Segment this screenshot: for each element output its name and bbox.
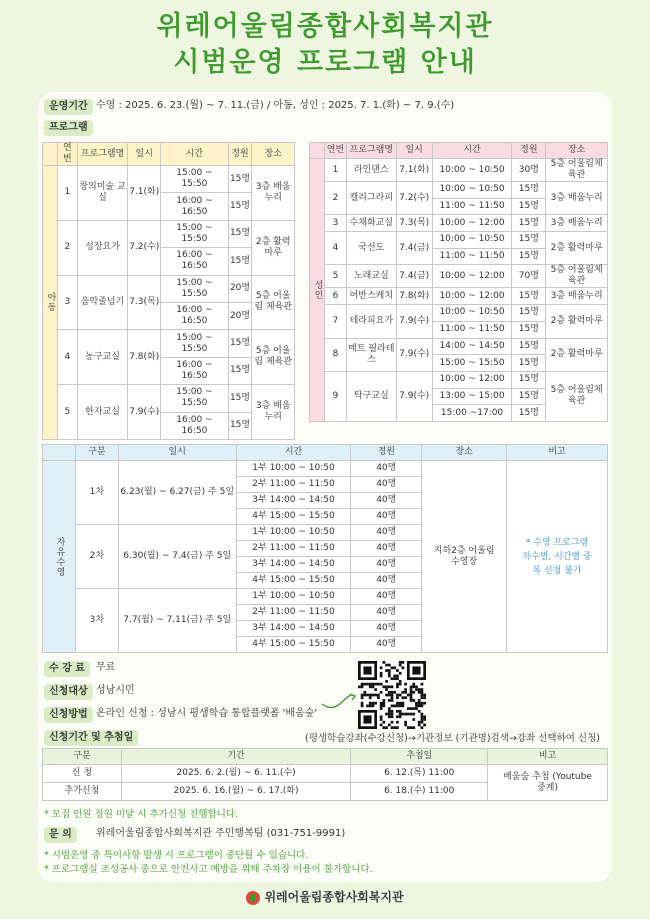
table-cell: 15명 xyxy=(512,182,546,199)
table-cell: 4부 15:00 ~ 15:50 xyxy=(236,637,351,653)
table-cell: 7.8(화) xyxy=(128,330,161,385)
table-cell: 7.7(월) ~ 7.11(금) 주 5일 xyxy=(118,589,236,653)
program-name: 캘리그라피 xyxy=(346,182,396,215)
table-cell: 7.9(수) xyxy=(396,305,432,338)
table-cell: 15명 xyxy=(228,357,252,384)
table-cell: 20명 xyxy=(228,302,252,329)
table-cell: 11:00 ~ 11:50 xyxy=(432,248,512,265)
program-name: 국선도 xyxy=(346,232,396,265)
table-cell: 40명 xyxy=(351,605,422,621)
program-name: 매트 필라테스 xyxy=(346,338,396,371)
header-cell: 비고 xyxy=(507,445,608,461)
table-cell: 15명 xyxy=(228,193,252,220)
table-cell: 5 xyxy=(324,265,346,288)
header-cell: 기간 xyxy=(121,749,351,765)
table-cell: 3부 14:00 ~ 14:50 xyxy=(236,557,351,573)
table-cell: 추가신청 xyxy=(43,783,122,801)
header-cell: 시간 xyxy=(236,445,351,461)
table-cell: 2 xyxy=(324,182,346,215)
table-cell: 배움숲 추첨 (Youtube 중계) xyxy=(488,765,608,801)
table-cell: 15:00 ~ 15:50 xyxy=(161,385,228,412)
application-period-table xyxy=(42,748,608,801)
table-cell: 6.23(월) ~ 6.27(금) 주 5일 xyxy=(118,461,236,525)
adults-side-label: 성인 xyxy=(310,159,325,422)
table-cell: 3차 xyxy=(75,589,118,653)
method-tag: 신청방법 xyxy=(44,707,93,723)
table-cell: 15명 xyxy=(512,288,546,305)
header-cell: 시간 xyxy=(161,143,228,166)
table-cell: 40명 xyxy=(351,477,422,493)
table-cell: 16:00 ~ 16:50 xyxy=(161,357,228,384)
kids-program-table xyxy=(42,142,295,440)
table-cell: 15명 xyxy=(512,321,546,338)
table-cell: 16:00 ~ 16:50 xyxy=(161,302,228,329)
table-cell: 13:00 ~ 15:00 xyxy=(432,388,512,405)
table-cell: 20명 xyxy=(228,275,252,302)
target-tag: 신청대상 xyxy=(44,684,93,700)
program-place: 3층 배움누리 xyxy=(546,215,608,232)
table-cell: 6. 18.(수) 11:00 xyxy=(351,783,488,801)
program-place: 3층 배움누리 xyxy=(252,385,295,440)
qr-code-icon[interactable] xyxy=(358,661,426,729)
table-cell: 1부 10:00 ~ 10:50 xyxy=(236,589,351,605)
contact-text: 위레어울림종합사회복지관 주민행복팀 (031-751-9991) xyxy=(96,828,346,839)
swim-place: 지하2층 어울림수영장 xyxy=(422,461,507,653)
table-cell: 6. 12.(목) 11:00 xyxy=(351,765,488,783)
page-subtitle: 시범운영 프로그램 안내 xyxy=(173,47,477,78)
table-cell: 11:00 ~ 11:50 xyxy=(432,198,512,215)
kids-side-label: 아동 xyxy=(43,166,58,440)
method-text: 온라인 신청 : 성남시 평생학습 통합플랫폼 '배움숲' xyxy=(96,708,318,719)
table-cell: 10:00 ~ 12:00 xyxy=(432,265,512,288)
header-cell: 프로그램명 xyxy=(77,143,127,166)
note-text: * 프로그램실 조성공사 중으로 안전사고 예방을 위해 주차장 이용이 불가합니다. xyxy=(44,864,373,875)
program-place: 2층 활력마루 xyxy=(252,220,295,275)
table-cell: 1부 10:00 ~ 10:50 xyxy=(236,525,351,541)
program-name: 음악줄넘기 xyxy=(77,275,127,330)
table-cell: 10:00 ~ 10:50 xyxy=(432,232,512,249)
footer xyxy=(0,888,650,905)
table-cell: 8 xyxy=(324,338,346,371)
table-cell: 40명 xyxy=(351,589,422,605)
program-place: 2층 활력마루 xyxy=(546,232,608,265)
lottery-tag: 신청기간 및 추첨일 xyxy=(44,730,138,746)
program-name: 어반스케치 xyxy=(346,288,396,305)
table-cell: 신 청 xyxy=(43,765,122,783)
table-cell: 7.9(수) xyxy=(396,338,432,371)
table-cell: 4부 15:00 ~ 15:50 xyxy=(236,509,351,525)
table-cell: 7.9(수) xyxy=(128,385,161,440)
program-place: 5층 어울림체육관 xyxy=(546,371,608,421)
table-cell: 1 xyxy=(57,166,77,221)
header-cell: 연번 xyxy=(324,143,346,159)
logo-icon xyxy=(246,891,260,905)
program-name: 수채화교실 xyxy=(346,215,396,232)
table-cell: 4 xyxy=(324,232,346,265)
header-cell: 시간 xyxy=(432,143,512,159)
table-cell: 7.1(화) xyxy=(128,166,161,221)
program-name: 성장요가 xyxy=(77,220,127,275)
header-cell: 정원 xyxy=(351,445,422,461)
table-cell: 7.4(금) xyxy=(396,265,432,288)
table-cell: 16:00 ~ 16:50 xyxy=(161,412,228,439)
table-cell: 10:00 ~ 10:50 xyxy=(432,182,512,199)
header-cell: 비고 xyxy=(488,749,608,765)
program-tag: 프로그램 xyxy=(44,120,93,136)
swim-side-head xyxy=(43,445,76,461)
period-tag: 운영기간 xyxy=(44,99,93,115)
table-cell: 30명 xyxy=(512,159,546,182)
table-cell: 15:00 ~ 15:50 xyxy=(161,275,228,302)
header-cell: 정원 xyxy=(228,143,252,166)
header-cell: 장소 xyxy=(546,143,608,159)
fee-tag: 수 강 료 xyxy=(44,661,90,677)
header-cell: 장소 xyxy=(252,143,295,166)
arrow-icon xyxy=(320,690,360,714)
note-text: * 모집 인원 정원 미달 시 추가신청 진행합니다. xyxy=(44,809,239,820)
period-text: 수영 : 2025. 6. 23.(월) ~ 7. 11.(금) / 아동, 성인 : 2025. 7. 1.(화) ~ 7. 9.(수) xyxy=(96,100,455,111)
header-cell: 일시 xyxy=(128,143,161,166)
table-cell: 7.2(수) xyxy=(396,182,432,215)
program-place: 5층 어울림체육관 xyxy=(546,159,608,182)
table-cell: 7.4(금) xyxy=(396,232,432,265)
program-place: 2층 활력마루 xyxy=(546,305,608,338)
header-cell: 장소 xyxy=(422,445,507,461)
table-cell: 15명 xyxy=(512,338,546,355)
table-cell: 15명 xyxy=(512,232,546,249)
program-name: 테라피요가 xyxy=(346,305,396,338)
table-cell: 15명 xyxy=(512,248,546,265)
table-cell: 2부 11:00 ~ 11:50 xyxy=(236,541,351,557)
table-cell: 3부 14:00 ~ 14:50 xyxy=(236,493,351,509)
table-cell: 10:00 ~ 12:00 xyxy=(432,288,512,305)
table-cell: 10:00 ~ 10:50 xyxy=(432,159,512,182)
table-cell: 15명 xyxy=(512,405,546,422)
table-cell: 3 xyxy=(324,215,346,232)
program-place: 5층 어울림체육관 xyxy=(546,265,608,288)
header-cell: 일시 xyxy=(396,143,432,159)
adult-side-head xyxy=(310,143,325,159)
table-cell: 15:00 ~ 15:50 xyxy=(161,220,228,247)
table-cell: 15명 xyxy=(228,248,252,275)
table-cell: 7.2(수) xyxy=(128,220,161,275)
table-cell: 15:00 ~ 15:50 xyxy=(161,330,228,357)
free-swim-table xyxy=(42,444,608,653)
program-name: 탁구교실 xyxy=(346,371,396,421)
table-cell: 10:00 ~ 12:00 xyxy=(432,371,512,388)
table-cell: 15명 xyxy=(512,355,546,372)
table-cell: 15명 xyxy=(228,412,252,439)
table-cell: 14:00 ~ 14:50 xyxy=(432,338,512,355)
table-cell: 40명 xyxy=(351,557,422,573)
program-name: 라인댄스 xyxy=(346,159,396,182)
program-place: 5층 어울림 체육관 xyxy=(252,275,295,330)
table-cell: 7.8(화) xyxy=(396,288,432,305)
table-cell: 40명 xyxy=(351,541,422,557)
table-cell: 3 xyxy=(57,275,77,330)
fee-text: 무료 xyxy=(96,662,116,673)
table-cell: 15명 xyxy=(512,388,546,405)
table-cell: 10:00 ~ 12:00 xyxy=(432,215,512,232)
table-cell: 2025. 6. 2.(월) ~ 6. 11.(수) xyxy=(121,765,351,783)
table-cell: 2차 xyxy=(75,525,118,589)
header-cell: 추첨일 xyxy=(351,749,488,765)
kids-side-head xyxy=(43,143,58,166)
table-cell: 15:00 ~ 15:50 xyxy=(161,166,228,193)
table-cell: 10:00 ~ 10:50 xyxy=(432,305,512,322)
header-cell: 프로그램명 xyxy=(346,143,396,159)
table-cell: 16:00 ~ 16:50 xyxy=(161,193,228,220)
table-cell: 4 xyxy=(57,330,77,385)
table-cell: 15명 xyxy=(228,330,252,357)
table-cell: 40명 xyxy=(351,493,422,509)
table-cell: 2025. 6. 16.(월) ~ 6. 17.(화) xyxy=(121,783,351,801)
table-cell: 7.3(목) xyxy=(128,275,161,330)
table-cell: 1부 10:00 ~ 10:50 xyxy=(236,461,351,477)
page-title: 위레어울림종합사회복지관 xyxy=(156,11,494,42)
table-cell: 40명 xyxy=(351,573,422,589)
table-cell: 2부 11:00 ~ 11:50 xyxy=(236,605,351,621)
contact-tag: 문 의 xyxy=(44,827,77,843)
table-cell: 15:00 ~17:00 xyxy=(432,405,512,422)
table-cell: 15명 xyxy=(512,198,546,215)
adult-program-table xyxy=(309,142,608,422)
table-cell: 40명 xyxy=(351,621,422,637)
table-cell: 40명 xyxy=(351,461,422,477)
program-place: 3층 배움누리 xyxy=(546,288,608,305)
table-cell: 11:00 ~ 11:50 xyxy=(432,321,512,338)
table-cell: 3부 14:00 ~ 14:50 xyxy=(236,621,351,637)
table-cell: 70명 xyxy=(512,265,546,288)
table-cell: 1차 xyxy=(75,461,118,525)
program-name: 한자교실 xyxy=(77,385,127,440)
program-name: 농구교실 xyxy=(77,330,127,385)
footer-name: 위레어울림종합사회복지관 xyxy=(264,890,404,904)
header-cell: 일시 xyxy=(118,445,236,461)
note-text: * 시범운영 중 특이사항 발생 시 프로그램이 중단될 수 있습니다. xyxy=(44,850,309,861)
header-cell: 구분 xyxy=(75,445,118,461)
table-cell: 6.30(월) ~ 7.4(금) 주 5일 xyxy=(118,525,236,589)
program-place: 2층 활력마루 xyxy=(546,338,608,371)
table-cell: 7.1(화) xyxy=(396,159,432,182)
table-cell: 15명 xyxy=(512,371,546,388)
header-cell: 연번 xyxy=(57,143,77,166)
table-cell: 15명 xyxy=(512,215,546,232)
table-cell: 40명 xyxy=(351,525,422,541)
table-cell: 7 xyxy=(324,305,346,338)
program-name: 노래교실 xyxy=(346,265,396,288)
table-cell: 40명 xyxy=(351,637,422,653)
header-cell: 구분 xyxy=(43,749,122,765)
target-text: 성남시민 xyxy=(96,685,135,696)
table-cell: 2 xyxy=(57,220,77,275)
table-cell: 7.3(목) xyxy=(396,215,432,232)
table-cell: 1 xyxy=(324,159,346,182)
program-place: 3층 배움누리 xyxy=(252,166,295,221)
table-cell: 15명 xyxy=(228,166,252,193)
table-cell: 15명 xyxy=(512,305,546,322)
swim-note: * 수영 프로그램 차수별, 시간별 중복 신청 불가 xyxy=(507,461,608,653)
table-cell: 15명 xyxy=(228,220,252,247)
table-cell: 2부 11:00 ~ 11:50 xyxy=(236,477,351,493)
header-cell: 정원 xyxy=(512,143,546,159)
table-cell: 7.9(수) xyxy=(396,371,432,421)
program-place: 3층 배움누리 xyxy=(546,182,608,215)
table-cell: 15:00 ~ 15:50 xyxy=(432,355,512,372)
table-cell: 4부 15:00 ~ 15:50 xyxy=(236,573,351,589)
program-name: 창의미술 교실 xyxy=(77,166,127,221)
table-cell: 16:00 ~ 16:50 xyxy=(161,248,228,275)
table-cell: 9 xyxy=(324,371,346,421)
method-path: (평생학습강좌(수강신청)→기관정보 (기관명)검색→강좌 선택하여 신청) xyxy=(305,733,600,744)
table-cell: 15명 xyxy=(228,385,252,412)
program-place: 5층 어울림 체육관 xyxy=(252,330,295,385)
table-cell: 5 xyxy=(57,385,77,440)
table-cell: 6 xyxy=(324,288,346,305)
table-cell: 40명 xyxy=(351,509,422,525)
swim-side-label: 자유수영 xyxy=(43,461,76,653)
